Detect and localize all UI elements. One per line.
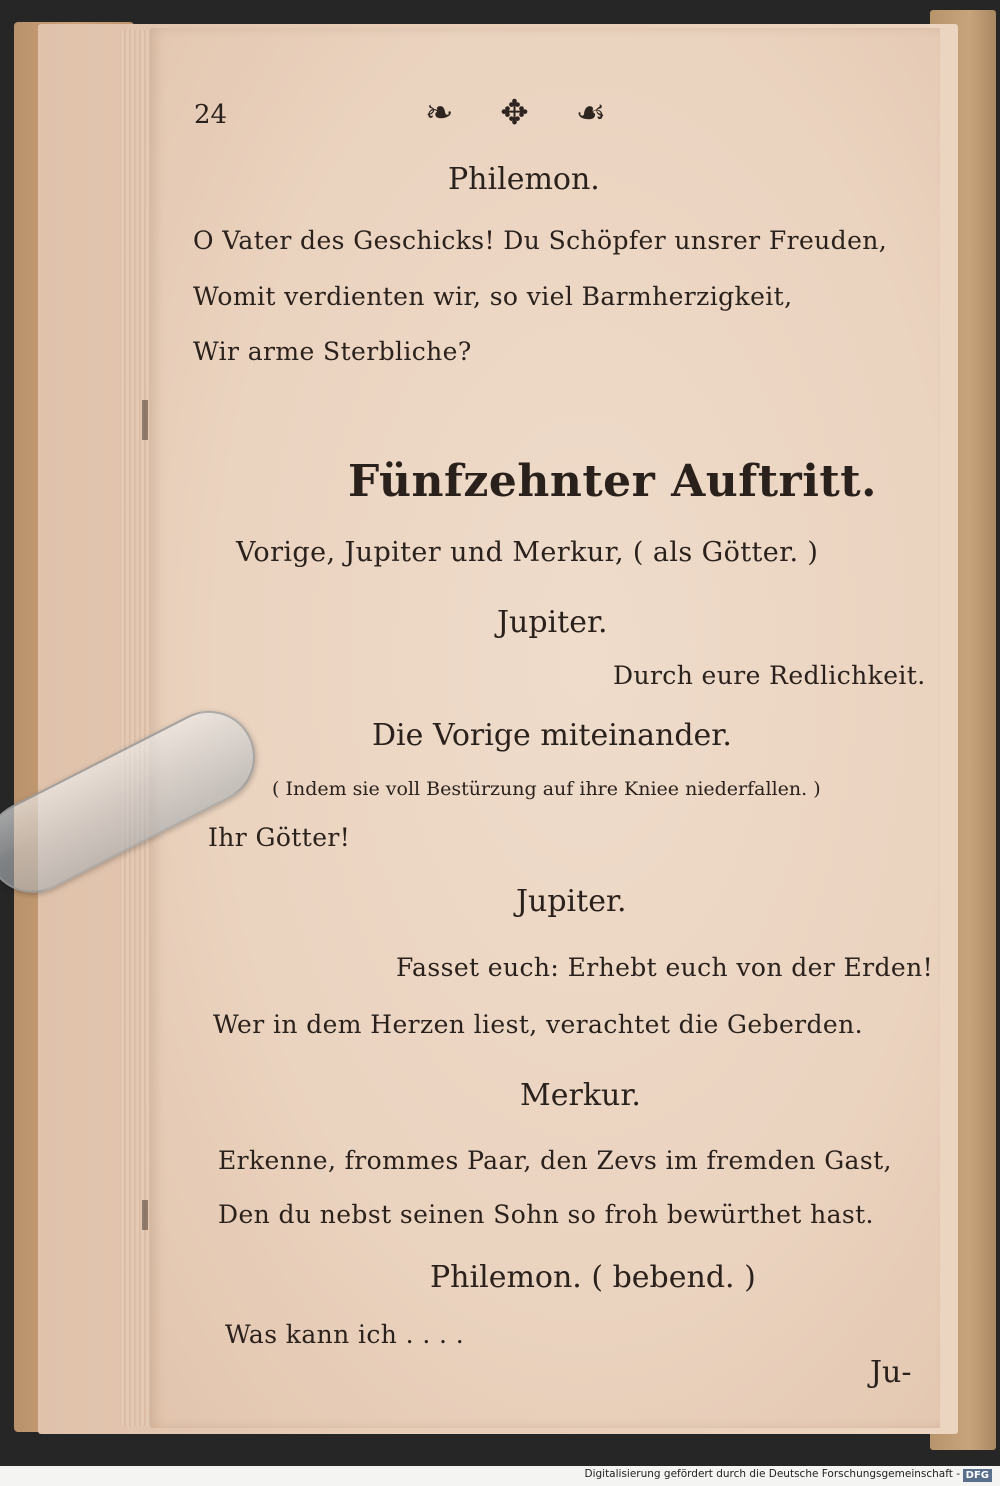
speaker-name: Philemon. ( bebend. ) [430,1260,756,1295]
gutter-mark [142,1200,148,1230]
speaker-name: Jupiter. [497,605,608,640]
cast-line: Vorige, Jupiter und Merkur, ( als Götter. ) [236,537,819,568]
dfg-logo: DFG [963,1469,992,1482]
speaker-name: Merkur. [520,1078,641,1113]
page-number: 24 [194,100,228,130]
verse-line: Was kann ich . . . . [225,1320,465,1349]
header-ornament: ❧ ✥ ☙ [425,93,625,133]
scene-heading: Fünfzehnter Auftritt. [348,456,877,507]
verse-line: O Vater des Geschicks! Du Schöpfer unsrer Freuden, [193,226,888,255]
verse-line: Den du nebst seinen Sohn so froh bewürthet hast. [218,1200,874,1229]
verse-line: Fasset euch: Erhebt euch von der Erden! [396,953,934,982]
verse-line: Womit verdienten wir, so viel Barmherzigkeit, [193,282,793,311]
stage-direction: ( Indem sie voll Bestürzung auf ihre Kniee niederfallen. ) [272,778,821,800]
verse-line: Ihr Götter! [208,823,351,852]
speaker-name: Die Vorige miteinander. [372,718,732,753]
funding-credit: Digitalisierung gefördert durch die Deutsche Forschungsgemeinschaft - [584,1468,960,1480]
speaker-name: Jupiter. [516,884,627,919]
speaker-name: Philemon. [448,162,600,197]
verse-line: Erkenne, frommes Paar, den Zevs im fremden Gast, [218,1146,892,1175]
footer-bar [0,1466,1000,1486]
verse-line: Wir arme Sterbliche? [193,337,472,366]
verse-line: Wer in dem Herzen liest, verachtet die Geberden. [213,1010,863,1039]
gutter-mark [142,400,148,440]
verse-line: Durch eure Redlichkeit. [613,661,926,690]
catchword: Ju- [870,1355,912,1390]
